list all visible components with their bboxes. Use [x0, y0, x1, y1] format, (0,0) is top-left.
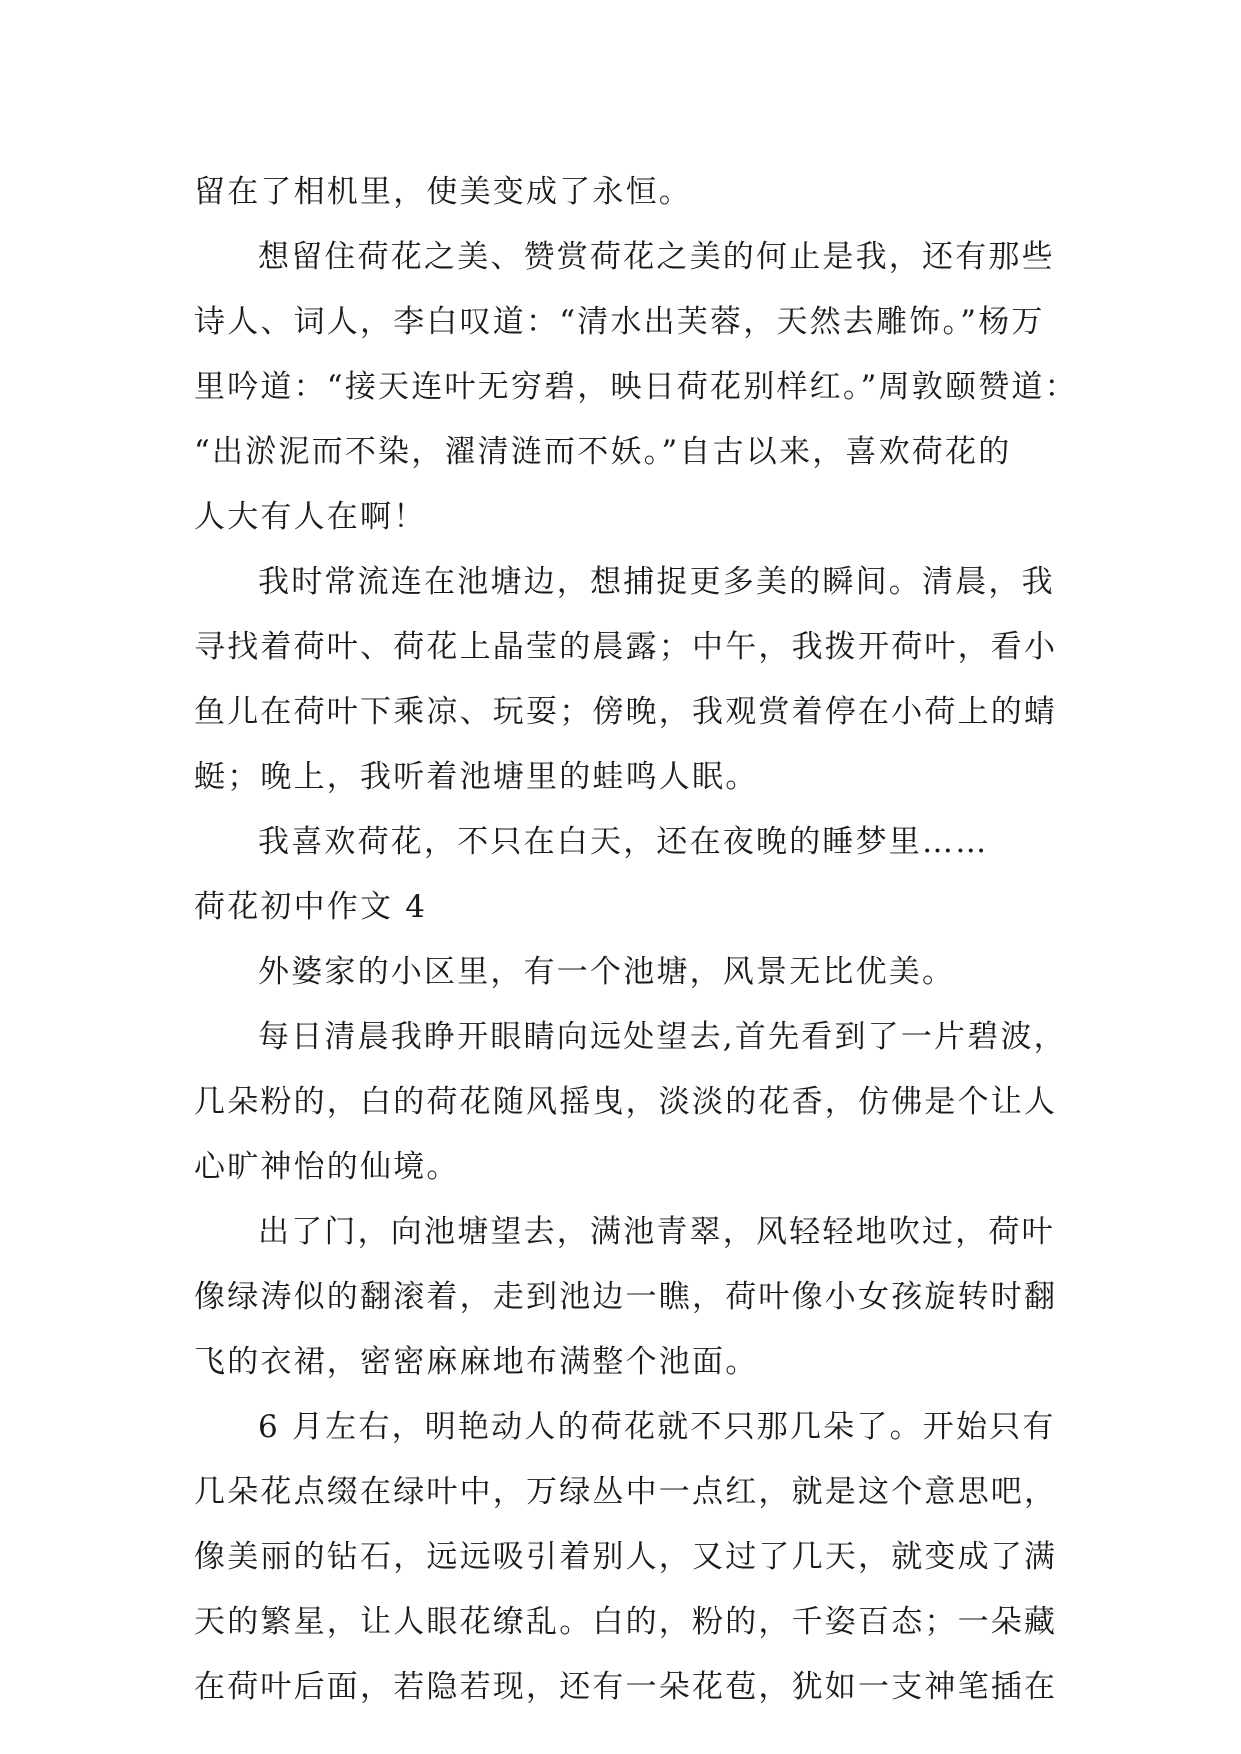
text-line: 出了门，向池塘望去，满池青翠，风轻轻地吹过，荷叶 — [258, 1214, 1055, 1250]
text-line: 天的繁星，让人眼花缭乱。白的，粉的，千姿百态；一朵藏 — [194, 1604, 1058, 1640]
text-line: 每日清晨我睁开眼睛向远处望去,首先看到了一片碧波， — [258, 1019, 1067, 1055]
text-line: 6 月左右，明艳动人的荷花就不只那几朵了。开始只有 — [258, 1409, 1056, 1445]
text-line: 寻找着荷叶、荷花上晶莹的晨露；中午，我拨开荷叶，看小 — [194, 629, 1058, 665]
text-line: 我喜欢荷花，不只在白天，还在夜晚的睡梦里…… — [258, 824, 989, 860]
text-line: 留在了相机里，使美变成了永恒。 — [194, 174, 692, 210]
text-line: 外婆家的小区里，有一个池塘，风景无比优美。 — [258, 954, 956, 990]
text-line: 心旷神怡的仙境。 — [194, 1149, 460, 1185]
text-line: 诗人、词人，李白叹道：“清水出芙蓉，天然去雕饰。”杨万 — [194, 304, 1045, 340]
text-line: 想留住荷花之美、赞赏荷花之美的何止是我，还有那些 — [258, 239, 1055, 275]
text-line: 我时常流连在池塘边，想捕捉更多美的瞬间。清晨，我 — [258, 564, 1055, 600]
text-line: 几朵花点缀在绿叶中，万绿丛中一点红，就是这个意思吧， — [194, 1474, 1058, 1510]
essay-text-block — [194, 160, 1078, 1720]
text-line: 像美丽的钻石，远远吸引着别人，又过了几天，就变成了满 — [194, 1539, 1058, 1575]
text-line: 蜓；晚上，我听着池塘里的蛙鸣人眠。 — [194, 759, 759, 795]
text-line: 在荷叶后面，若隐若现，还有一朵花苞，犹如一支神笔插在 — [194, 1669, 1058, 1705]
text-line: 里吟道：“接天连叶无穷碧，映日荷花别样红。”周敦颐赞道： — [194, 369, 1078, 405]
text-line: “出淤泥而不染，濯清涟而不妖。”自古以来，喜欢荷花的 — [194, 434, 1012, 470]
text-line: 飞的衣裙，密密麻麻地布满整个池面。 — [194, 1344, 759, 1380]
text-line: 鱼儿在荷叶下乘凉、玩耍；傍晚，我观赏着停在小荷上的蜻 — [194, 694, 1058, 730]
text-line: 像绿涛似的翻滚着，走到池边一瞧，荷叶像小女孩旋转时翻 — [194, 1279, 1058, 1315]
text-line: 人大有人在啊！ — [194, 499, 427, 535]
text-line: 几朵粉的，白的荷花随风摇曳，淡淡的花香，仿佛是个让人 — [194, 1084, 1058, 1120]
section-heading: 荷花初中作文 4 — [194, 889, 428, 925]
